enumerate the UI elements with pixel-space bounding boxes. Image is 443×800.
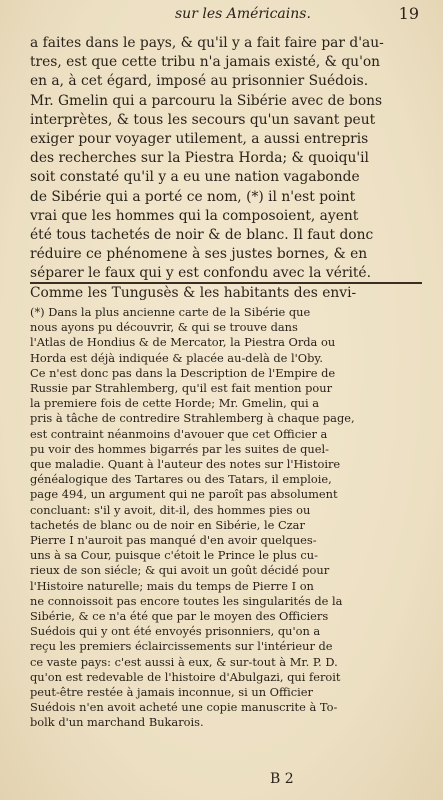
- footnote-line: Russie par Strahlemberg, qu'il est fait mention pour: [30, 381, 333, 396]
- main-text: [30, 34, 422, 303]
- main-text-line: vrai que les hommes qui la composoient, ayent: [30, 207, 359, 224]
- main-text-line: a faites dans le pays, & qu'il y a fait faire par d'au-: [30, 35, 384, 51]
- footnote-line: la premiere fois de cette Horde; Mr. Gmelin, qui a: [30, 396, 320, 411]
- main-text-line: Comme les Tungusès & les habitants des envi-: [30, 284, 357, 301]
- footnote-separator-rule: [30, 282, 422, 284]
- footnote-line: rieux de son siécle; & qui avoit un goût décidé pour: [30, 563, 330, 578]
- footnote-line: ne connoissoit pas encore toutes les singularités de la: [30, 593, 343, 608]
- footnote-line: Suédois n'en avoit acheté une copie manuscrite à To-: [30, 700, 338, 715]
- main-text-line: de Sibérie qui a porté ce nom, (*) il n'est point: [30, 188, 356, 205]
- main-text-line: des recherches sur la Piestra Horda; & quoiqu'il: [30, 150, 369, 167]
- main-text-line: réduire ce phénomene à ses justes bornes, & en: [30, 246, 368, 263]
- signature-mark: B 2: [270, 771, 294, 787]
- footnote-line: que maladie. Quant à l'auteur des notes sur l'Histoire: [30, 457, 341, 472]
- footnote-line: Horda est déjà indiquée & placée au-delà de l'Oby.: [30, 350, 323, 365]
- footnote-line: généalogique des Tartares ou des Tatars, il emploie,: [30, 472, 332, 487]
- footnote-line: ce vaste pays: c'est aussi à eux, & sur-tout à Mr. P. D.: [30, 654, 338, 669]
- footnote-line: Suédois qui y ont été envoyés prisonniers, qu'on a: [30, 624, 321, 639]
- page-number: 19: [398, 4, 419, 23]
- main-text-line: exiger pour voyager utilement, a aussi entrepris: [30, 131, 369, 148]
- footnote-line: concluant: s'il y avoit, dit-il, des hommes pies ou: [30, 502, 311, 517]
- main-text-line: en a, à cet égard, imposé au prisonnier Suédois.: [30, 73, 369, 90]
- footnote-line: uns à sa Cour, puisque c'étoit le Prince le plus cu-: [30, 548, 318, 563]
- footnote: [30, 305, 424, 731]
- footnote-line: Pierre I n'auroit pas manqué d'en avoir quelques-: [30, 533, 317, 548]
- main-text-line: été tous tachetés de noir & de blanc. Il faut donc: [30, 227, 374, 244]
- footnote-line: l'Atlas de Hondius & de Mercator, la Piestra Orda ou: [30, 335, 336, 350]
- footnote-line: Sibérie, & ce n'a été que par le moyen des Officiers: [30, 609, 329, 624]
- footnote-line: page 494, un argument qui ne paroît pas absolument: [30, 487, 338, 502]
- main-text-line: soit constaté qu'il y a eu une nation vagabonde: [30, 169, 360, 186]
- footnote-line: est contraint néanmoins d'avouer que cet Officier a: [30, 426, 328, 441]
- main-text-line: tres, est que cette tribu n'a jamais existé, & qu'on: [30, 54, 381, 71]
- footnote-line: tachetés de blanc ou de noir en Sibérie, le Czar: [30, 517, 305, 532]
- page-header: [0, 4, 443, 28]
- footnote-line: peut-être restée à jamais inconnue, si un Officier: [30, 685, 313, 700]
- footnote-line: Ce n'est donc pas dans la Description de l'Empire de: [30, 365, 336, 380]
- main-text-line: Mr. Gmelin qui a parcouru la Sibérie avec de bons: [30, 92, 383, 109]
- footnote-line: pris à tâche de contredire Strahlemberg à chaque page,: [30, 411, 355, 426]
- running-head: sur les Américains.: [175, 6, 311, 22]
- footnote-line: (*) Dans la plus ancienne carte de la Sibérie que: [30, 305, 311, 319]
- footnote-line: reçu les premiers éclaircissements sur l'intérieur de: [30, 639, 333, 654]
- main-text-line: séparer le faux qui y est confondu avec la vérité.: [30, 265, 371, 282]
- footnote-line: l'Histoire naturelle; mais du temps de Pierre I on: [30, 578, 314, 593]
- footnote-line: nous ayons pu découvrir, & qui se trouve dans: [30, 320, 298, 335]
- main-text-line: interprètes, & tous les secours qu'un savant peut: [30, 111, 376, 128]
- footnote-line: pu voir des hommes bigarrés par les suites de quel-: [30, 441, 329, 456]
- footnote-line: bolk d'un marchand Bukarois.: [30, 715, 204, 730]
- footnote-line: qu'on est redevable de l'histoire d'Abulgazi, qui feroit: [30, 669, 341, 684]
